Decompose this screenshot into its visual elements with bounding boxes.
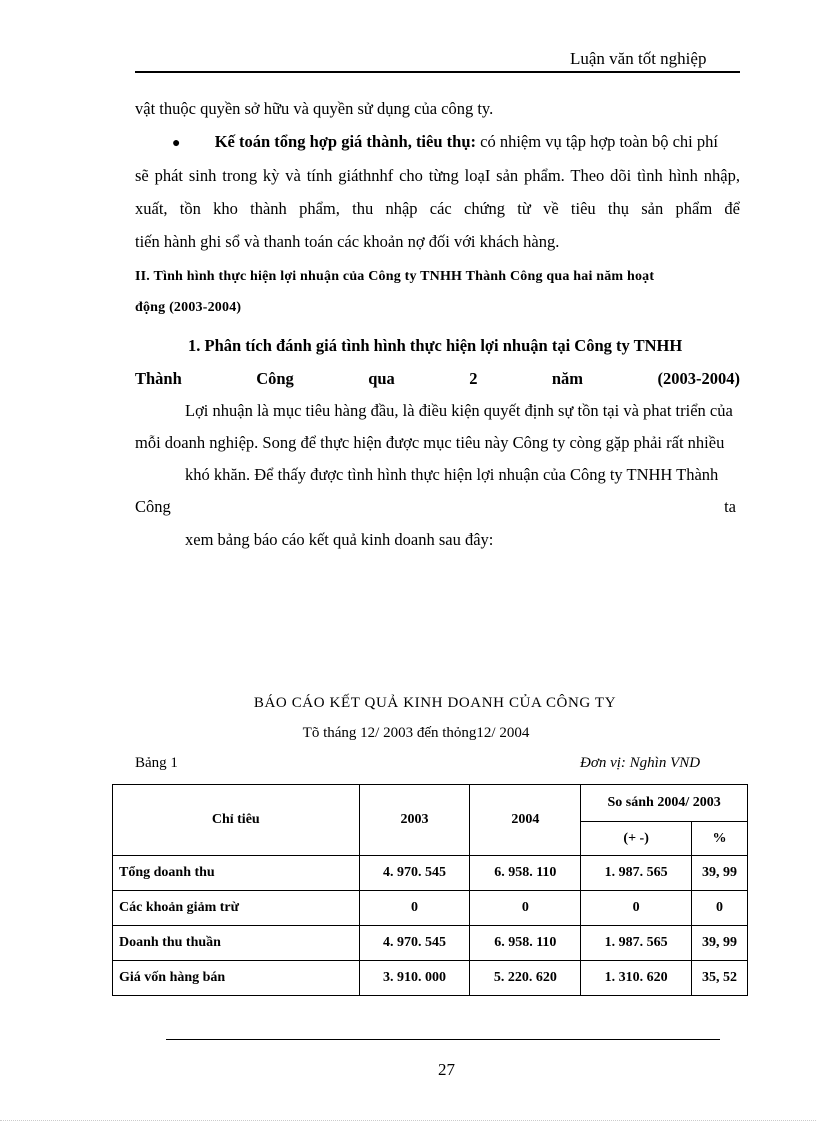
header-pct: %	[692, 822, 748, 856]
body-line-1: vật thuộc quyền sở hữu và quyền sử dụng của công ty.	[135, 99, 494, 118]
bullet-icon: ●	[172, 136, 181, 151]
footer-divider	[166, 1039, 720, 1040]
cell-y2003: 4. 970. 545	[359, 926, 470, 961]
body-line-4-word: chứng	[464, 199, 506, 218]
table-row	[113, 961, 748, 996]
report-subtitle: Tõ tháng 12/ 2003 đến thỏng12/ 2004	[302, 725, 530, 741]
cell-pct: 35, 52	[692, 961, 748, 996]
cell-label: Doanh thu thuần	[113, 926, 360, 961]
page-edge	[0, 1120, 816, 1121]
cell-y2003: 0	[359, 891, 470, 926]
cell-diff: 1. 987. 565	[581, 926, 692, 961]
header-divider	[135, 71, 740, 73]
unit-label: Đơn vị: Nghìn VND	[580, 755, 701, 771]
table-row	[113, 856, 748, 891]
body-line-4-word: về	[543, 199, 559, 218]
section-heading-line-1: II. Tình hình thực hiện lợi nhuận của Công ty TNHH Thành Công qua hai năm hoạt	[135, 269, 655, 284]
body-line-4-word: tồn	[179, 199, 201, 218]
cell-pct: 39, 99	[692, 856, 748, 891]
report-table	[112, 784, 748, 996]
paragraph-line-3: khó khăn. Để thấy được tình hình thực hiện lợi nhuận của Công ty TNHH Thành	[185, 465, 719, 484]
body-line-4-word: từ	[517, 199, 531, 218]
paragraph-line-4	[135, 497, 736, 517]
header-title: Luận văn tốt nghiệp	[570, 49, 707, 68]
cell-y2004: 0	[470, 891, 581, 926]
cell-y2003: 3. 910. 000	[359, 961, 470, 996]
section-heading-line-2: động (2003-2004)	[135, 300, 242, 315]
header-indicator: Chỉ tiêu	[113, 785, 360, 856]
cell-diff: 0	[581, 891, 692, 926]
cell-diff: 1. 987. 565	[581, 856, 692, 891]
cell-label: Tổng doanh thu	[113, 856, 360, 891]
subsection-line-2-word: năm	[551, 369, 584, 388]
header-2004: 2004	[470, 785, 581, 856]
cell-y2004: 5. 220. 620	[470, 961, 581, 996]
body-line-4-word: thụ	[607, 199, 629, 218]
body-line-4-word: để	[724, 199, 740, 218]
subsection-line-2-word: qua	[368, 369, 395, 388]
body-line-4-word: các	[429, 199, 452, 218]
body-line-4-word: sản	[641, 199, 664, 218]
subsection-line-2-word: Công	[256, 369, 294, 388]
table-header-row	[113, 785, 748, 822]
paragraph-line-4-left: Công	[135, 497, 171, 516]
header-compare: So sánh 2004/ 2003	[581, 785, 748, 822]
bullet-text: có nhiệm vụ tập hợp toàn bộ chi phí	[480, 132, 718, 151]
body-line-3: sẽ phát sinh trong kỳ và tính giáthnhf cho từng loạI sản phẩm. Theo dõi tình hình nhập,	[135, 166, 740, 185]
body-line-4-word: nhập	[385, 199, 418, 218]
cell-label: Giá vốn hàng bán	[113, 961, 360, 996]
body-line-4-word: thành	[250, 199, 287, 218]
cell-y2004: 6. 958. 110	[470, 926, 581, 961]
cell-y2003: 4. 970. 545	[359, 856, 470, 891]
table-label: Bảng 1	[135, 755, 178, 771]
cell-label: Các khoản giảm trừ	[113, 891, 360, 926]
body-line-4-word: xuất,	[135, 199, 168, 218]
subsection-heading-line-1: 1. Phân tích đánh giá tình hình thực hiện lợi nhuận tại Công ty TNHH	[188, 336, 683, 355]
subsection-line-2-word: Thành	[135, 369, 182, 388]
bullet-item	[172, 132, 718, 152]
header-diff: (+ -)	[581, 822, 692, 856]
cell-pct: 39, 99	[692, 926, 748, 961]
page-number: 27	[438, 1060, 455, 1079]
cell-y2004: 6. 958. 110	[470, 856, 581, 891]
cell-pct: 0	[692, 891, 748, 926]
body-line-4-word: kho	[213, 199, 238, 218]
bullet-title: Kế toán tổng hợp giá thành, tiêu thụ:	[214, 132, 476, 151]
paragraph-line-1: Lợi nhuận là mục tiêu hàng đầu, là điều kiện quyết định sự tồn tại và phat triển của	[185, 401, 733, 420]
paragraph-line-5: xem bảng báo cáo kết quả kinh doanh sau đây:	[185, 530, 494, 549]
body-line-4-word: thu	[352, 199, 374, 218]
table-row	[113, 891, 748, 926]
header-2003: 2003	[359, 785, 470, 856]
subsection-line-2-word: (2003-2004)	[657, 369, 740, 388]
cell-diff: 1. 310. 620	[581, 961, 692, 996]
paragraph-line-4-right: ta	[724, 497, 736, 516]
body-line-4-word: phẩm	[675, 199, 713, 218]
paragraph-line-2: mỗi doanh nghiệp. Song để thực hiện được mục tiêu này Công ty còng gặp phải rất nhiều	[135, 433, 725, 452]
body-line-4-word: tiêu	[570, 199, 596, 218]
report-title: BÁO CÁO KẾT QUẢ KINH DOANH CỦA CÔNG TY	[253, 695, 617, 711]
body-line-5: tiến hành ghi sổ và thanh toán các khoản nợ đối với khách hàng.	[135, 232, 560, 251]
table-row	[113, 926, 748, 961]
subsection-heading-line-2	[135, 369, 740, 389]
subsection-line-2-word: 2	[469, 369, 478, 388]
body-line-4-word: phẩm,	[299, 199, 340, 218]
body-line-4	[135, 199, 740, 219]
